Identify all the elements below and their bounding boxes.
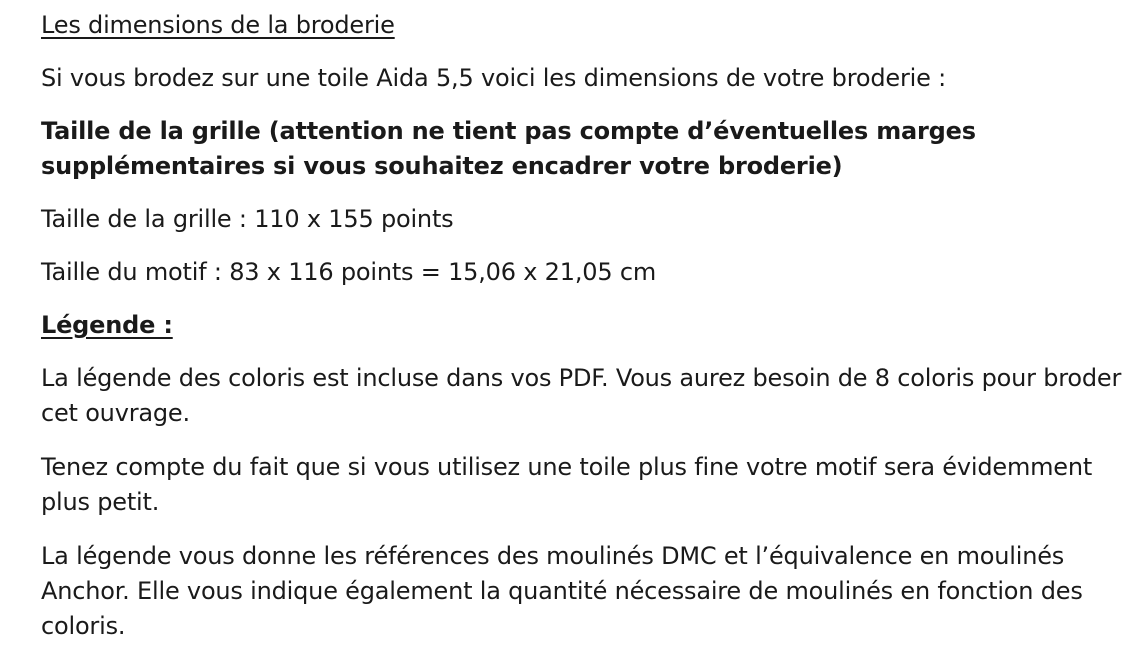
legend-heading: Légende :: [41, 311, 173, 339]
grid-size-line: Taille de la grille : 110 x 155 points: [41, 205, 454, 233]
grid-note-bold: Taille de la grille (attention ne tient pas compte d’éventuelles marges supplémentaires si vous souhaitez encadrer votre broderie): [41, 117, 976, 180]
dimensions-heading: Les dimensions de la broderie: [41, 11, 395, 39]
document-page: [41, 8, 1131, 644]
motif-size-line: Taille du motif : 83 x 116 points = 15,06 x 21,05 cm: [41, 258, 656, 286]
legend-paragraph-3: La légende vous donne les références des moulinés DMC et l’équivalence en moulinés Anchor. Elle vous indique également la quantité nécessaire de moulinés en fonction des coloris.: [41, 542, 1083, 640]
legend-paragraph-1: La légende des coloris est incluse dans vos PDF. Vous aurez besoin de 8 coloris pour broder cet ouvrage.: [41, 364, 1122, 427]
intro-paragraph: Si vous brodez sur une toile Aida 5,5 voici les dimensions de votre broderie :: [41, 64, 946, 92]
legend-paragraph-2: Tenez compte du fait que si vous utilisez une toile plus fine votre motif sera évidemment plus petit.: [41, 453, 1093, 516]
